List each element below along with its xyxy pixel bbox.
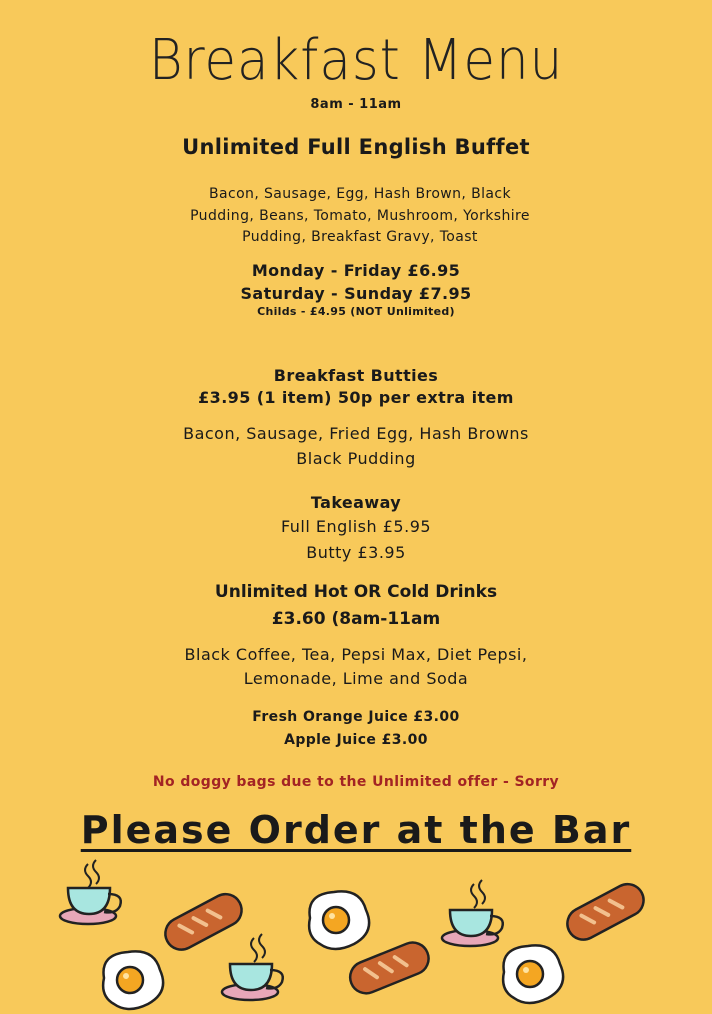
butties-items-line1: Bacon, Sausage, Fried Egg, Hash Browns	[183, 424, 529, 443]
teacup-icon	[214, 934, 294, 1006]
serving-hours: 8am - 11am	[310, 97, 402, 112]
bread-icon	[560, 878, 650, 944]
drinks-heading: Unlimited Hot OR Cold Drinks	[214, 582, 498, 602]
takeaway-butty: Butty £3.95	[306, 543, 406, 562]
butties-items-line2: Black Pudding	[296, 449, 416, 468]
butties-heading: Breakfast Butties	[273, 366, 439, 385]
drinks-items-line2: Lemonade, Lime and Soda	[243, 669, 469, 688]
orange-juice-price: Fresh Orange Juice £3.00	[252, 709, 460, 725]
apple-juice-price: Apple Juice £3.00	[284, 732, 428, 748]
drinks-price: £3.60 (8am-11am	[271, 609, 441, 629]
page-title: Breakfast Menu	[148, 28, 564, 93]
fried-egg-icon	[494, 942, 568, 1008]
butties-price: £3.95 (1 item) 50p per extra item	[198, 388, 514, 407]
drinks-items-line1: Black Coffee, Tea, Pepsi Max, Diet Pepsi,	[184, 645, 528, 664]
takeaway-full-english: Full English £5.95	[280, 517, 432, 536]
buffet-price-child: Childs - £4.95 (NOT Unlimited)	[257, 305, 455, 318]
teacup-icon	[58, 858, 138, 930]
buffet-price-weekday: Monday - Friday £6.95	[251, 261, 461, 280]
doggy-bag-notice: No doggy bags due to the Unlimited offer - Sorry	[152, 774, 560, 790]
buffet-heading: Unlimited Full English Buffet	[182, 135, 530, 159]
fried-egg-icon	[94, 948, 168, 1014]
bread-icon	[344, 934, 434, 1000]
buffet-price-weekend: Saturday - Sunday £7.95	[240, 284, 472, 303]
order-at-bar-banner: Please Order at the Bar	[80, 808, 632, 852]
takeaway-heading: Takeaway	[310, 493, 402, 512]
buffet-items: Bacon, Sausage, Egg, Hash Brown, Black Pudding, Beans, Tomato, Mushroom, Yorkshire Pudding, Breakfast Gravy, Toast	[190, 186, 530, 245]
